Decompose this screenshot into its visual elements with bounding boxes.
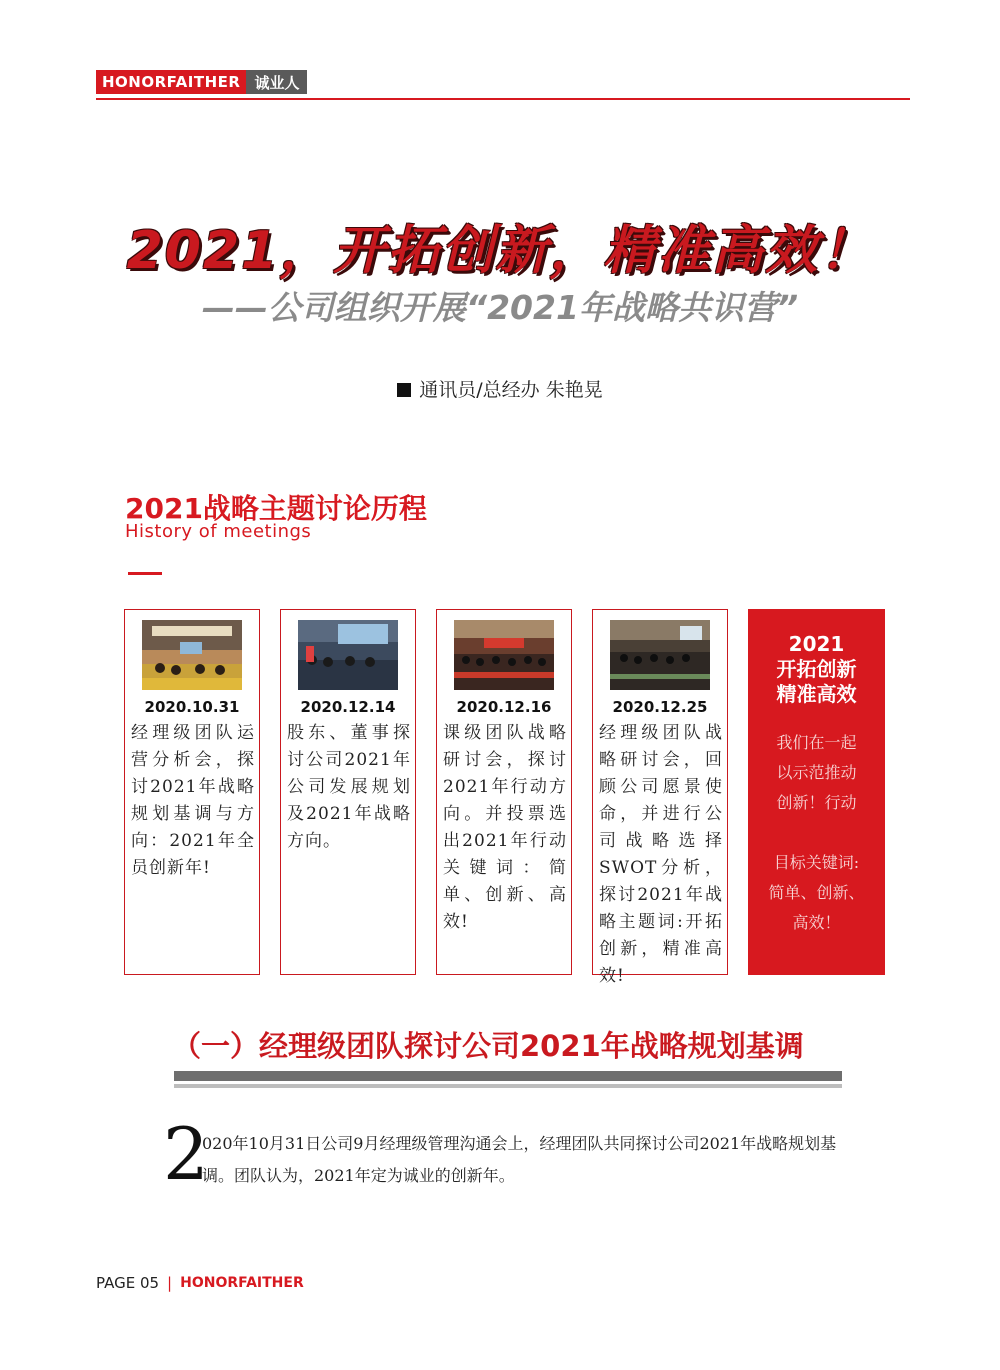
meeting-card xyxy=(436,609,572,975)
highlight-keywords-line: 目标关键词: xyxy=(773,853,860,872)
highlight-body-line: 我们在一起 xyxy=(776,733,857,752)
highlight-title xyxy=(749,632,884,707)
subsection-rule xyxy=(174,1071,842,1081)
section-subtitle-en: History of meetings xyxy=(125,521,312,542)
highlight-body xyxy=(749,728,884,818)
meeting-card xyxy=(124,609,260,975)
page-title: 2021，开拓创新，精准高效！ xyxy=(126,221,874,281)
highlight-keywords xyxy=(749,848,884,938)
meeting-date: 2020.12.14 xyxy=(300,698,396,716)
highlight-body-line: 以示范推动 xyxy=(776,763,857,782)
dropcap: 2 xyxy=(163,1112,209,1196)
meeting-photo xyxy=(142,620,242,690)
meeting-card xyxy=(592,609,728,986)
meeting-date: 2020.12.25 xyxy=(612,698,708,716)
author-text: 通讯员/总经办 朱艳晃 xyxy=(419,379,603,401)
footer-separator: | xyxy=(167,1274,173,1292)
header-banner xyxy=(96,70,307,94)
paragraph-line-1: 020年10月31日公司9月经理级管理沟通会上，经理团队共同探讨公司2021年战略规划基 xyxy=(202,1134,837,1153)
meeting-photo xyxy=(454,620,554,690)
footer-brand: HONORFAITHER xyxy=(180,1275,304,1291)
highlight-slogan-1: 开拓创新 xyxy=(776,657,857,681)
meeting-photo xyxy=(610,620,710,690)
section-title: 2021战略主题讨论历程 xyxy=(125,492,427,525)
page-number: PAGE 05 xyxy=(96,1274,160,1292)
author-line xyxy=(0,375,1000,402)
meeting-photo xyxy=(298,620,398,690)
section-dash xyxy=(128,572,162,575)
square-bullet-icon xyxy=(397,383,411,397)
meeting-timeline xyxy=(124,609,884,986)
meeting-card xyxy=(280,609,416,975)
header-rule xyxy=(96,98,910,100)
subsection-rule-thin xyxy=(174,1084,842,1088)
header-brand: HONORFAITHER xyxy=(96,70,246,94)
meeting-description: 经理级团队战略研讨会，回顾公司愿景使命，并进行公司战略选择SWOT分析，探讨2021年战略主题词:开拓创新，精准高效! xyxy=(599,723,723,986)
highlight-year: 2021 xyxy=(788,632,845,656)
highlight-keywords-line: 高效！ xyxy=(792,913,841,932)
paragraph-line-2: 调。团队认为，2021年定为诚业的创新年。 xyxy=(202,1166,515,1185)
meeting-date: 2020.12.16 xyxy=(456,698,552,716)
highlight-card xyxy=(748,609,885,975)
highlight-keywords-line: 简单、创新、 xyxy=(768,883,865,902)
page-subtitle: ——公司组织开展“2021年战略共识营” xyxy=(201,288,799,327)
header-brand-cn: 诚业人 xyxy=(246,70,307,94)
highlight-body-line: 创新！行动 xyxy=(776,793,857,812)
meeting-description: 课级团队战略研讨会，探讨2021年行动方向。并投票选出2021年行动关键词：简单、创新、高效! xyxy=(443,723,567,932)
subsection-heading: （一）经理级团队探讨公司2021年战略规划基调 xyxy=(172,1029,804,1063)
highlight-slogan-2: 精准高效 xyxy=(776,682,857,706)
meeting-description: 股东、董事探讨公司2021年公司发展规划及2021年战略方向。 xyxy=(287,723,411,851)
meeting-description: 经理级团队运营分析会，探讨2021年战略规划基调与方向：2021年全员创新年! xyxy=(131,723,255,878)
footer xyxy=(96,1274,304,1292)
meeting-date: 2020.10.31 xyxy=(144,698,240,716)
